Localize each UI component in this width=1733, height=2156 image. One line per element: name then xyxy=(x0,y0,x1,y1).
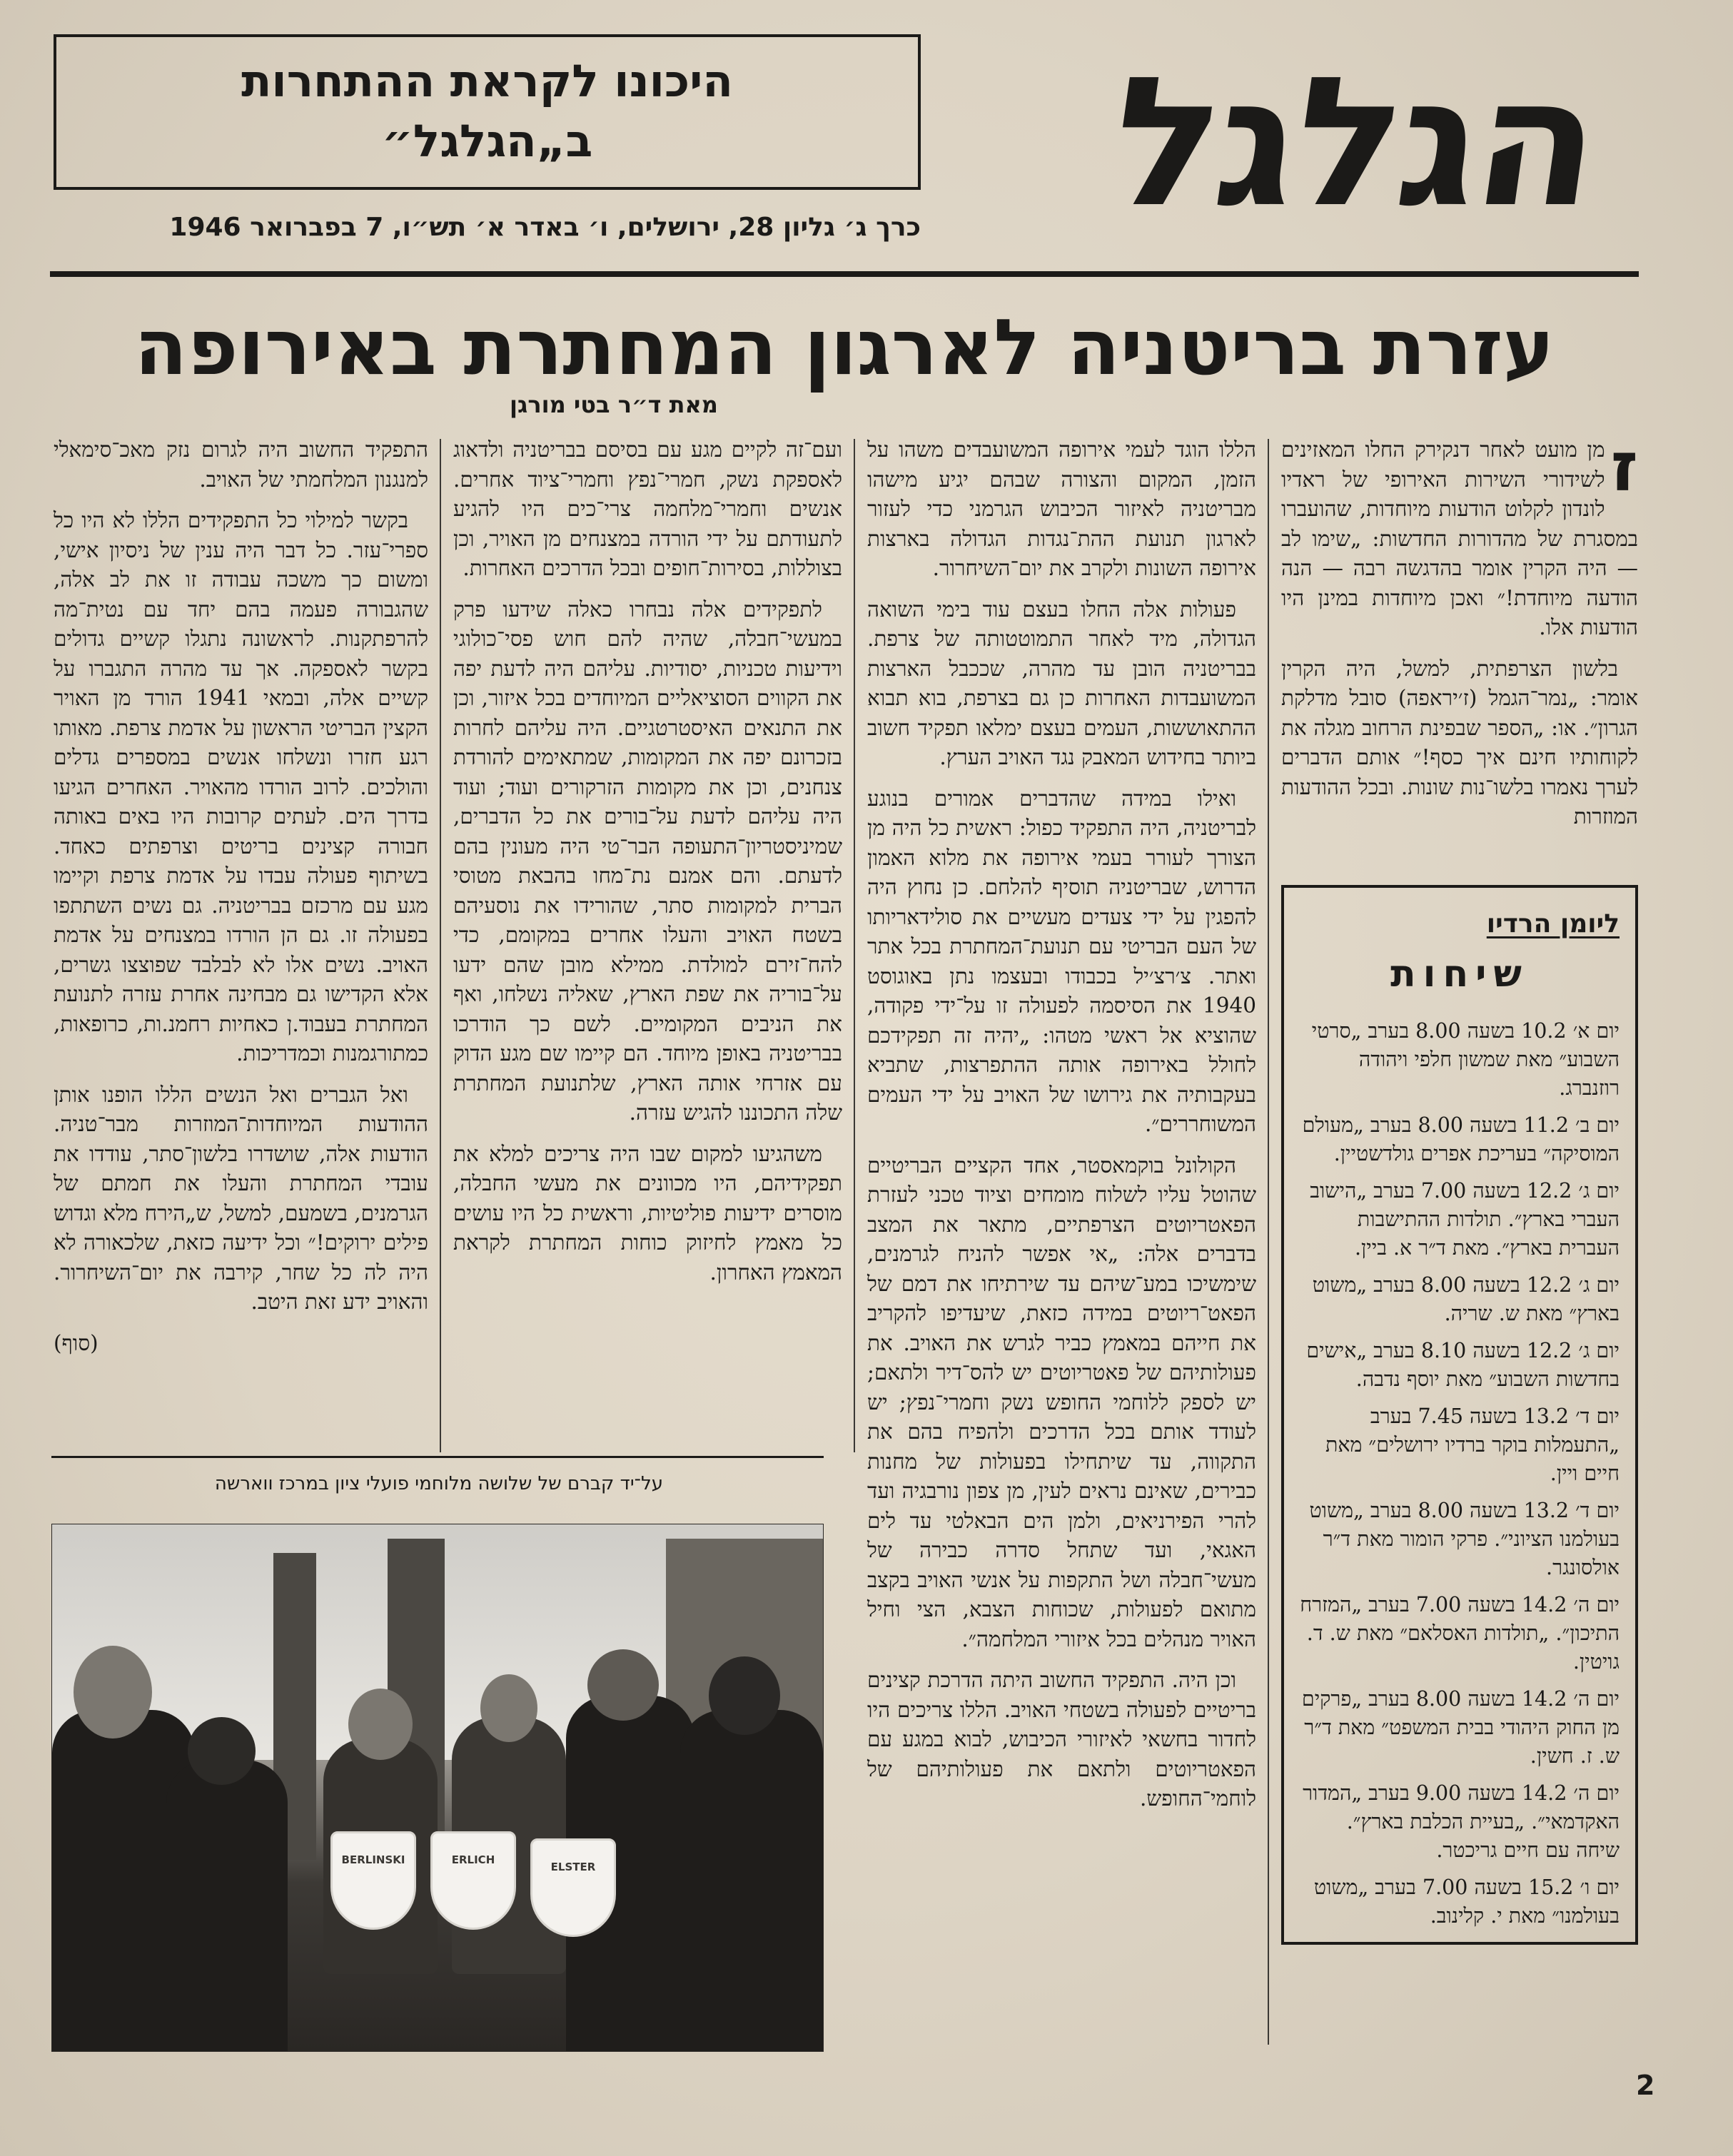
radio-entry: יום ה׳ 14.2 בשעה 9.00 בערב „המדור האקדמאי״. „בעיית הכלבת בארץ״. שיחה עם חיים גריכטר. xyxy=(1303,1781,1620,1862)
radio-subtitle: שיחות xyxy=(1390,953,1529,996)
paragraph: הללו הוגד לעמי אירופה המשועבדים משהו על הזמן, המקום והצורה שבהם יגיע מישהו מבריטניה לאיזור הכיבוש הגרמני כדי לעזור לארגון תנועת ההת־נגדות הגדולה בארצות אירופה השונות ולקרב את יום־השיחרור. xyxy=(867,437,1256,580)
column-divider xyxy=(440,439,441,1452)
end-mark: (סוף) xyxy=(54,1330,98,1355)
issue-line: כרך ג׳ גליון 28, ירושלים, ו׳ באדר א׳ תש״ו, 7 בפברואר 1946 xyxy=(169,213,921,242)
drop-cap: ז xyxy=(1610,427,1638,507)
photo-head xyxy=(587,1649,659,1721)
paragraph: ואילו במידה שהדברים אמורים בנוגע לבריטניה, היה התפקיד כפול: ראשית כל היה מן הצורך לעורר בעמי אירופה את מלוא האמון הדרוש, שבריטניה תוסיף להלחם. כן נחוץ היה להפגין על ידי צעדים מעשיים את סולידאריותו של העם הבריטי עם תנועת־המחתרת בכל אתר ואתר. צ׳רצ׳יל בכבודו ובעצמו נתן באוגוסט 1940 את הסיסמה לפעולה זו על־ידי פקודה, שהוציא אל ראשי מטהו: „יהיה זה תפקידכם לחולל באירופה אותה ההתפרצות, שתביא בעקבותיה את גירושו של האויב על ידי העמים המשוחררים״. xyxy=(867,786,1256,1136)
photo-person xyxy=(166,1760,288,2052)
slogan-line-2: ב„הגלגל״ xyxy=(381,115,593,167)
radio-title: ליומן הרדיו xyxy=(1486,909,1620,938)
radio-entry: יום ד׳ 13.2 בשעה 7.45 בערב „התעמלות בוקר ברדיו ירושלים״ מאת חיים ויין. xyxy=(1325,1405,1620,1485)
radio-entry: יום ד׳ 13.2 בשעה 8.00 בערב „משוט בעולמנו הציוני״. פרקי הומור מאת ד״ר אולסונגר. xyxy=(1309,1499,1620,1579)
radio-entry: יום ו׳ 15.2 בשעה 7.00 בערב „משוט בעולמנו״ מאת י. קלינוב. xyxy=(1313,1876,1620,1928)
photo-head xyxy=(188,1717,256,1785)
paragraph: התפקיד החשוב היה לגרום נזק מאכ־סימאלי למנגנון המלחמתי של האויב. xyxy=(54,437,428,492)
paragraph: הקולונל בוקמאסטר, אחד הקציים הבריטיים שהוטל עליו לשלוח מומחים וציוד טכני לעזרת הפאטריוטים הצרפתיים, מתאר את המצב בדברים אלה: „אי אפשר להניח לגרמנים, שימשיכו במע־שיהם עד שירתיחו את דמם של הפאט־ריוטים במידה כזאת, שיעדיפו להקריב את חייהם במאמץ כביר לגרש את האויב. את פעולותיהם של פאטריוטים יש להס־דיר ולתאם; יש לספק ללוחמי החופש נשק וחמרי־נפץ; יש לעודד אותם בכל הדרכים ולהפיח בהם את התקווה, עד שיתחילו בפעולות של מחנות כבירים, שאינם נראים לעין, מן צפון נורבגיה ועד להרי הפירניאים, ולמן הים הבאלטי עד לים האגאי, ועד שתחל סדרה כבירה של מעשי־חבלה ושל התקפות על אנשי האויב בקצב מתואם לפעולות, שכוחות הצבא, הצי וחיל האויר מנהלים בכל איזורי המלחמה״. xyxy=(867,1153,1256,1651)
cemetery-photo xyxy=(51,1524,824,2052)
paragraph: פעולות אלה החלו בעצם עוד בימי השואה הגדולה, מיד לאחר התמוטטותה של צרפת. בבריטניה הובן עד מהרה, שככבל הארצות המשועבדות האחרות כן גם בצרפת, בוא תבוא ההתאוששות, העמים בעצם ימלאו תפקיד חשוב ביותר בחידוש המאבק נגד האויב הערץ. xyxy=(867,597,1256,769)
photo-head xyxy=(74,1646,152,1739)
radio-entry: יום ג׳ 12.2 בשעה 8.00 בערב „משוט בארץ״ מאת ש. שריה. xyxy=(1312,1273,1620,1325)
grave-marker: ELSTER xyxy=(530,1838,616,1937)
page-number: 2 xyxy=(1636,2070,1655,2101)
column-divider xyxy=(1268,439,1269,2045)
grave-marker: BERLINSKI xyxy=(330,1831,416,1930)
paragraph: ועם־זה לקיים מגע עם בסיסם בבריטניה ולדאוג לאספקת נשק, חמרי־נפץ וחמרי־ציוד אחרים. אנשים וחמרי־מלחמה צרי־כים היו להגיע לתעודתם על ידי הורדה במצנחים מן האויר, וכן בצוללות, בסירות־חופים ובכל הדרכים האחרות. xyxy=(453,437,842,580)
column-divider xyxy=(854,439,855,1452)
masthead-rule xyxy=(50,271,1639,277)
photo-head xyxy=(480,1674,537,1742)
photo-caption: על־יד קברם של שלושה מלוחמי פועלי ציון במרכז ווארשה xyxy=(214,1473,664,1494)
masthead-title: הגלגל xyxy=(1098,39,1612,246)
radio-entry: יום א׳ 10.2 בשעה 8.00 בערב „סרטי השבוע״ מאת שמשון חלפי ויהודה רוזנברג. xyxy=(1311,1019,1620,1100)
article-column-3 xyxy=(453,435,842,1449)
radio-entry: יום ג׳ 12.2 בשעה 7.00 בערב „הישוב העברי בארץ״. תולדות ההתישבות העברית בארץ״. מאת ד״ר א. ביין. xyxy=(1310,1179,1620,1260)
radio-schedule-box xyxy=(1281,885,1638,1945)
article-column-2 xyxy=(867,435,1256,2077)
paragraph: לתפקידים אלה נבחרו כאלה שידעו פרק במעשי־חבלה, שהיה להם חוש פסי־כולוגי וידיעות טכניות, יסודיות. עליהם היה לדעת יפה את הקווים הסוציאליים המיוחדים בכל איזור, וכן את התנאים האיסטרטגיים. היה עליהם לחרות בזכרונם יפה את המקומות, שמתאימים להורדת צנחנים, וכן את מקומות הזרקורים ועוד; ועוד היה עליהם לדעת על־בורים את כל הדברים, שמיניסטריון־התעופה הבר־טי היה מעונין בהם לדעתם. והם אמנם נת־מחו בהבאת מטוסי הברית למקומות סתר, שהורידו את נוסעיהם בשטח האויב והעלו אחרים במקומם, כדי להח־זירם למולדת. ממילא מובן שהם ידעו על־בוריה את שפת הארץ, שאליה נשלחו, ואף את הניבים המקומיים. לשם כך הודרכו בבריטניה באופן מיוחד. הם קיימו שם מגע הדוק עם אזרחי אותה הארץ, שלתנועת המחתרת שלה התכוננו להגיש עזרה. xyxy=(453,597,842,1125)
article-column-4 xyxy=(54,435,428,1449)
photo-rule xyxy=(51,1456,824,1458)
article-byline: מאת ד״ר בטי מורגן xyxy=(510,391,718,418)
paragraph-text: מן מועט לאחר דנקירק החלו המאזינים לשידורי השירות האירופי של ראדיו לונדון לקלוט הודעות מיוחדות, שהועברו במסגרת של מהדורות החדשות: „שימו לב — היה הקרין אומר בהדגשה רבה — הנה הודעה מיוחדת!״ ואכן מיוחדות במינן היו הודעות אלו. xyxy=(1281,437,1638,639)
paragraph: ואל הגברים ואל הנשים הללו הופנו אותן ההודעות המיוחדות־המוזרות מבר־טניה. הודעות אלה, שושדרו בלשון־סתר, עודדו את עובדי המחתרת והעלו את חמתם של הגרמנים, בשמעם, למשל, ש„הירח מלא וגדוש פילים ירוקים!״ וכל ידיעה כזאת, שלכאורה לא היה לה כל שחר, קירבה את יום־השיחרור. והאויב ידע זאת היטב. xyxy=(54,1082,428,1314)
paragraph xyxy=(1281,427,1638,643)
paragraph: בלשון הצרפתית, למשל, היה הקרין אומר: „נמר־הגמל (ז׳יראפה) סובל מדלקת הגרון״. או: „הספר שבפינת הרחוב מגלה את לקוחותיו חינם איך כסף!״ אותם הדברים לערך נאמרו בלשו־נות שונות. ובכל ההודעות המוזרות xyxy=(1281,656,1638,829)
radio-entry: יום ג׳ 12.2 בשעה 8.10 בערב „אישים בחדשות השבוע״ מאת יוסף נדבה. xyxy=(1306,1339,1620,1391)
photo-head xyxy=(709,1656,780,1735)
paragraph: משהגיעו למקום שבו היה צריכים למלא את תפקידיהם, היו מכוונים את מעשי החבלה, מוסרים ידיעות פוליטיות, וראשית כל היו עושים כל מאמץ לחיזוק כוחות המחתרת לקראת המאמץ האחרון. xyxy=(453,1141,842,1285)
article-column-1 xyxy=(1281,427,1638,871)
photo-head xyxy=(348,1689,413,1760)
grave-marker: ERLICH xyxy=(430,1831,516,1930)
article-headline: עזרת בריטניה לארגון המחתרת באירופה xyxy=(134,303,1555,393)
photo-person xyxy=(680,1710,823,2052)
radio-entry: יום ב׳ 11.2 בשעה 8.00 בערב „מעולם המוסיקה״ בעריכת אפרים גולדשטיין. xyxy=(1302,1113,1620,1165)
radio-entry: יום ה׳ 14.2 בשעה 7.00 בערב „המזרח התיכון״. „תולדות האסלאם״ מאת ש. ד. גויטין. xyxy=(1300,1593,1620,1674)
radio-entry: יום ה׳ 14.2 בשעה 8.00 בערב „פרקים מן החוק היהודי בבית המשפט״ מאת ד״ר ש. ז. חשין. xyxy=(1301,1687,1620,1768)
paragraph: בקשר למילוי כל התפקידים הללו לא היו כל ספרי־עזר. כל דבר היה ענין של ניסיון אישי, ומשום כך משכה עבודה זו את לב אלה, שהגבורה פעמה בהם יחד עם נטית־מה להרפתקנות. לראשונה נתגלו קשיים גדולים בקשר לאספקה. אך עד מהרה התגברו על קשיים אלה, ובמאי 1941 הורד מן האויר הקצין הבריטי הראשון על אדמת צרפת. מאותו רגע חזרו ונשלחו אנשים במספרים גדלים והולכים. לרוב הורדו מהאויר. האחרים הגיעו בדרך הים. לעתים קרובות היו באים באותה חבורה קצינים בריטים וצרפתים כאחד. בשיתוף פעולה עבדו על אדמת צרפת וקיימו מגע עם מרכזם בבריטניה. גם נשים השתתפו בפעולה זו. גם הן הורדו במצנחים על אדמת האויב. נשים אלו לא לבלבד שפוצצו גשרים, אלא הקדישו גם מבחינה אחרת עזרה לתנועת המחתרת בעבוד.ן כאחיות רחמנ.ות, כרופאות, כמתורגמנות וכמדריכות. xyxy=(54,508,428,1066)
paragraph: וכן היה. התפקיד החשוב היתה הדרכת קצינים בריטיים לפעולה בשטחי האויב. הללו צריכים היו לחדור בחשאי לאיזורי הכיבוש, לבוא במגע עם הפאטריוטים ולתאם את פעולותיהם של לוחמי־החופש. xyxy=(867,1668,1256,1811)
slogan-line-1: היכונו לקראת ההתחרות xyxy=(241,55,733,107)
slogan-box xyxy=(54,34,921,190)
